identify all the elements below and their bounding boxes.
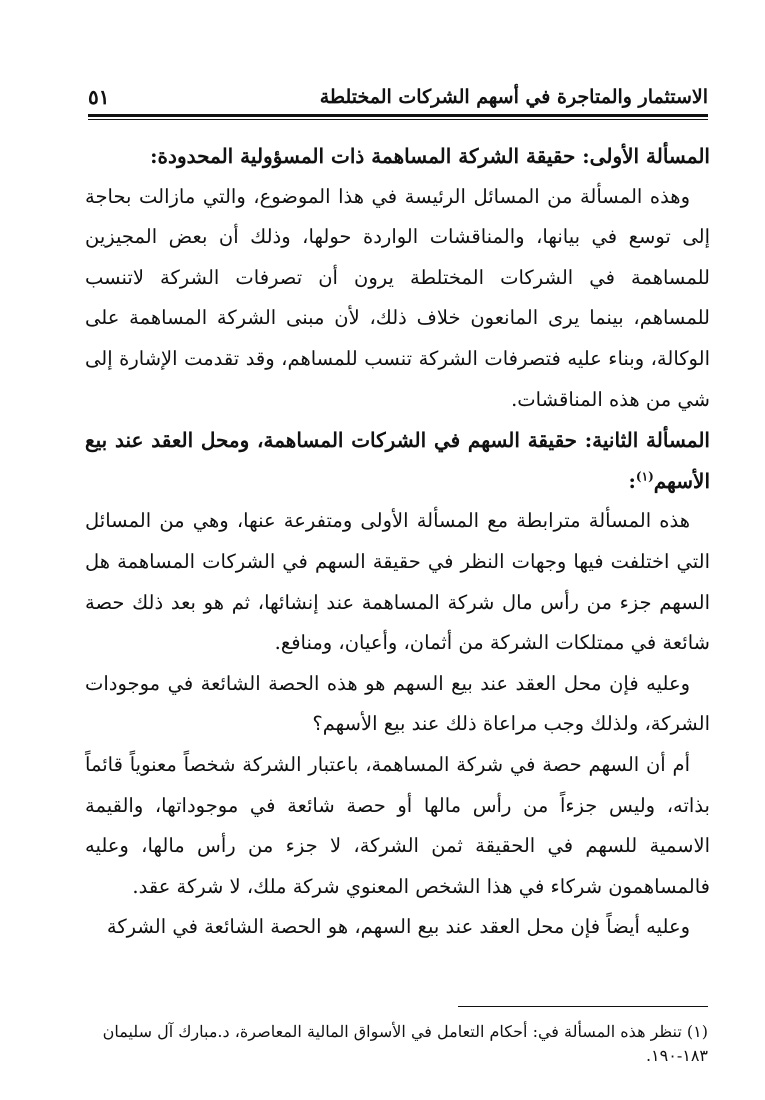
header-rule-thin	[88, 119, 708, 120]
footnote-separator	[458, 1006, 708, 1007]
running-title: الاستثمار والمتاجرة في أسهم الشركات المختلطة	[319, 86, 708, 108]
header-rule	[88, 114, 708, 117]
section-heading-1: المسألة الأولى: حقيقة الشركة المساهمة ذات المسؤولية المحدودة:	[150, 144, 710, 168]
footnote: (١) تنظر هذه المسألة في: أحكام التعامل في الأسواق المالية المعاصرة، د.مبارك آل سليمان ١٨٣-١٩٠.	[102, 1022, 708, 1065]
paragraph-4: أم أن السهم حصة في شركة المساهمة، باعتبار الشركة شخصاً معنوياً قائماً بذاته، وليس جزءاً من رأس مالها أو حصة شائعة في موجوداتها، والقيمة الاسمية للسهم في الحقيقة ثمن الشركة، لا جزء من رأس مالها، وعليه فالمساهمون شركاء في هذا الشخص المعنوي شركة ملك، لا شركة عقد.	[85, 752, 710, 898]
body-text	[85, 136, 710, 948]
footnote-reference[interactable]: (١)	[635, 469, 654, 484]
paragraph-1: وهذه المسألة من المسائل الرئيسة في هذا الموضوع، والتي مازالت بحاجة إلى توسع في بيانها، والمناقشات الواردة حولها، وذلك أن بعض المجيزين للمساهمة في الشركات المختلطة يرون أن تصرفات الشركة لاتنسب للمساهم، بينما يرى المانعون خلاف ذلك، لأن مبنى الشركة المساهمة على الوكالة، وبناء عليه فتصرفات الشركة تنسب للمساهم، وقد تقدمت الإشارة إلى شي من هذه المناقشات.	[85, 184, 710, 411]
section-heading-2	[85, 420, 710, 501]
section-heading-2-colon: :	[628, 468, 636, 493]
page-header	[88, 82, 708, 112]
paragraph-5: وعليه أيضاً فإن محل العقد عند بيع السهم، هو الحصة الشائعة في الشركة	[106, 915, 690, 939]
paragraph-2: هذه المسألة مترابطة مع المسألة الأولى ومتفرعة عنها، وهي من المسائل التي اختلفت فيها وجهات النظر في حقيقة السهم في الشركات المساهمة هل السهم جزء من رأس مال شركة المساهمة عند إنشائها، ثم هو بعد ذلك حصة شائعة في ممتلكات الشركة من أثمان، وأعيان، ومنافع.	[85, 509, 710, 655]
page-number: ٥١	[88, 85, 110, 109]
paragraph-3: وعليه فإن محل العقد عند بيع السهم هو هذه الحصة الشائعة في موجودات الشركة، ولذلك وجب مراعاة ذلك عند بيع الأسهم؟	[85, 671, 710, 736]
section-heading-2-text: المسألة الثانية: حقيقة السهم في الشركات المساهمة، ومحل العقد عند بيع الأسهم	[85, 428, 710, 493]
